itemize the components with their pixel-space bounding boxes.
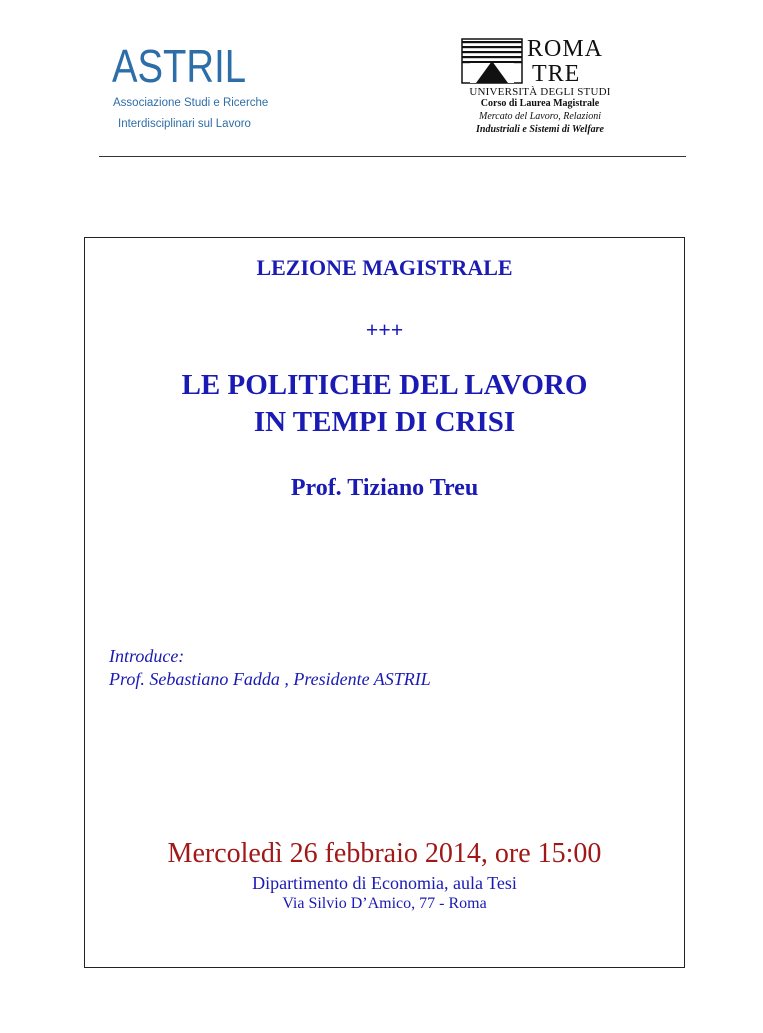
lecture-heading: LEZIONE MAGISTRALE (256, 255, 513, 280)
program-line1: Mercato del Lavoro, Relazioni (478, 111, 602, 122)
event-date-time: Mercoledì 26 febbraio 2014, ore 15:00 (167, 838, 602, 869)
roma-tre-emblem-icon (460, 37, 524, 85)
astril-logo (112, 42, 282, 137)
astril-subtitle-line1: Associazione Studi e Ricerche (113, 97, 269, 109)
university-label: UNIVERSITÀ DEGLI STUDI (469, 86, 611, 98)
intro-label: Introduce: (109, 646, 185, 666)
intro-presenter: Prof. Sebastiano Fadda , Presidente ASTRIL (109, 669, 431, 689)
lecture-announcement-box (84, 237, 685, 968)
program-line2: Industriali e Sistemi di Welfare (476, 124, 604, 135)
roma-tre-logo (460, 37, 630, 142)
separator: +++ (365, 317, 404, 342)
lecture-title-line1: LE POLITICHE DEL LAVORO (181, 369, 588, 401)
roma-word: ROMA (527, 36, 604, 62)
course-label: Corso di Laurea Magistrale (480, 98, 600, 109)
event-address: Via Silvio D’Amico, 77 - Roma (282, 895, 487, 912)
header-divider (99, 156, 686, 157)
event-place: Dipartimento di Economia, aula Tesi (252, 873, 517, 893)
astril-subtitle-line2: Interdisciplinari sul Lavoro (118, 118, 251, 130)
speaker-name: Prof. Tiziano Treu (290, 475, 479, 501)
astril-wordmark-text: ASTRIL (112, 40, 246, 92)
lecture-title-line2: IN TEMPI DI CRISI (253, 406, 516, 438)
tre-word: TRE (532, 61, 581, 87)
astril-wordmark-logo (112, 40, 252, 92)
